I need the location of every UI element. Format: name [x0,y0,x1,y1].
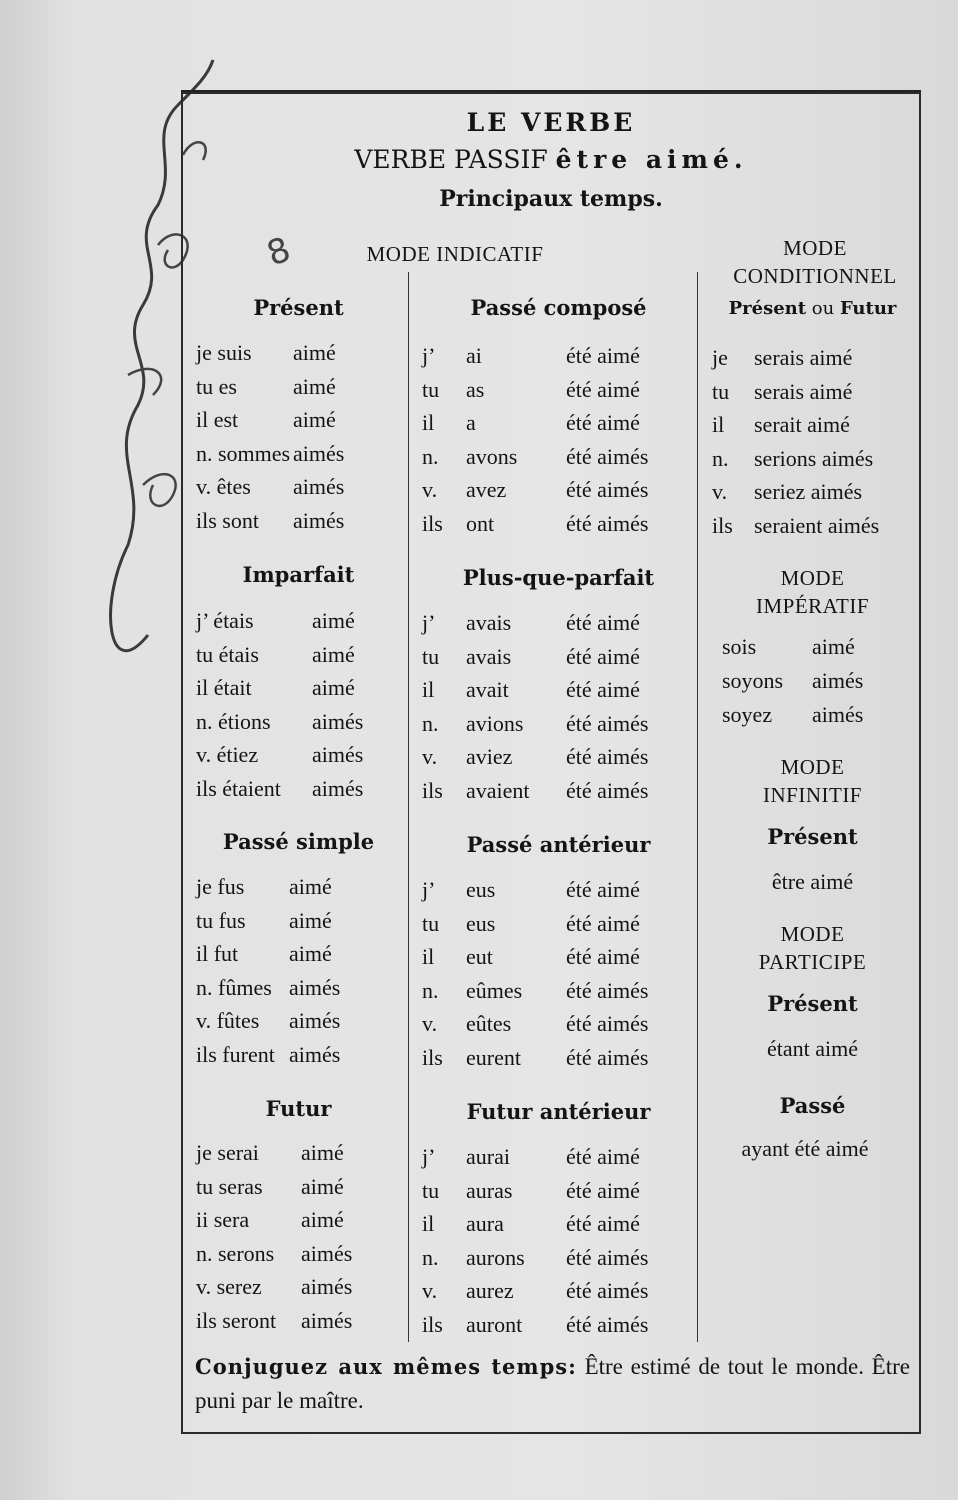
passe-anterieur-rows [422,873,692,1074]
mode-participe-line2: PARTICIPE [758,950,867,974]
participle: aimés [289,974,341,1000]
verb-form: ii sera [196,1207,250,1232]
past-participle: été aimés [566,477,649,502]
participle: aimés [289,1041,341,1067]
participle: aimé [312,675,355,700]
participle: aimés [312,742,364,767]
page-title: LE VERBE [466,108,636,137]
exercise-instruction: Conjuguez aux mêmes temps: [195,1354,577,1379]
conjugation-row [422,774,692,808]
conjugation-row [196,370,401,404]
conjugation-row [196,1170,401,1204]
past-participle: été aimés [566,710,649,736]
verb-form: v. étiez [196,742,259,767]
conjugation-row [196,504,401,538]
verb-form: il était [196,675,252,700]
tense-heading-passe-anterieur: Passé antérieur [466,832,651,857]
past-participle: été aimés [566,744,649,769]
conjugation-row [196,937,401,971]
auxiliary: avais [466,610,512,635]
conjugation-row [422,373,692,407]
participle: aimés [312,708,364,734]
conjugation-row [422,606,692,640]
plus-que-parfait-rows [422,606,692,807]
conjugation-row [422,673,692,707]
participle: aimés [289,1008,341,1033]
participle: aimé [289,941,332,966]
participle: aimés [312,775,364,801]
tense-heading-conditionnel [705,298,920,319]
participle: aimé [301,1140,344,1165]
participle: aimé [301,1207,344,1232]
past-participle: été aimé [566,1211,640,1236]
participle: aimé [293,340,336,365]
verb-form: serions aimés [754,445,874,471]
present-rows [196,336,401,537]
verb-form: je fus [196,874,245,899]
cond-ou: ou [806,298,840,319]
auxiliary: eurent [466,1044,521,1070]
conjugation-row [712,475,917,509]
subtitle [181,145,921,174]
verb-form: v. fûtes [196,1008,260,1033]
mode-conditionnel-line2: CONDITIONNEL [733,264,897,288]
conjugation-row [196,1038,401,1072]
past-participle: été aimés [566,777,649,803]
conjugation-row [712,375,917,409]
conjugation-row [196,403,401,437]
verb-form: ils furent [196,1041,275,1067]
past-participle: été aimé [566,343,640,368]
past-participle: été aimés [566,1011,649,1036]
pronoun: je [712,345,728,370]
futur-rows [196,1136,401,1337]
verb-form: ils étaient [196,775,281,801]
conjugation-row [196,638,401,672]
pronoun: tu [712,378,730,404]
imperatif-verb: soyez [722,702,773,727]
conjugation-row [196,870,401,904]
mode-infinitif-line2: INFINITIF [763,783,862,807]
conjugation-row [196,1304,401,1338]
tense-heading-passe-simple: Passé simple [222,829,375,854]
auxiliary: eûtes [466,1011,512,1036]
conjugation-row [196,1237,401,1271]
conjugation-row [196,772,401,806]
verb-form: serait aimé [754,412,850,437]
verb-form: je suis [196,340,252,365]
tense-heading-present: Présent [253,295,344,320]
pronoun: tu [422,1177,440,1203]
imperatif-verb: soyons [722,668,784,693]
participle: aimé [301,1173,344,1199]
futur-anterieur-rows [422,1140,692,1341]
exercise-text: Être estimé de tout le monde. Être puni par le maître. [195,1354,910,1413]
conjugation-row [422,974,692,1008]
conjugation-row [712,341,917,375]
pronoun: ils [422,777,443,803]
cond-futur: Futur [839,298,897,319]
participle: aimés [293,474,345,499]
pronoun: j’ [422,610,436,635]
past-participle: été aimé [566,910,640,936]
participe-present-value: étant aimé [766,1036,858,1061]
conditionnel-rows [712,341,917,542]
imperatif-participle: aimés [812,668,864,693]
past-participle: été aimés [566,510,649,536]
pronoun: il [712,412,725,437]
conjugation-row [712,442,917,476]
conjugation-row [196,604,401,638]
conjugation-row [196,1270,401,1304]
pronoun: v. [422,1011,438,1036]
verb-form: ils sont [196,507,259,533]
verb-form: tu fus [196,907,246,933]
verb-form: serais aimé [754,378,853,404]
participle: aimé [289,874,332,899]
verb-form: ils seront [196,1307,277,1333]
participle: aimés [301,1274,353,1299]
participe-passe-heading: Passé [779,1093,846,1118]
imperatif-participle: aimés [812,702,864,727]
auxiliary: avaient [466,777,530,803]
pronoun: v. [422,1278,438,1303]
pronoun: il [422,1211,435,1236]
auxiliary: avais [466,643,512,669]
auxiliary: a [466,410,476,435]
verb-form: il est [196,407,239,432]
conjugation-row [422,440,692,474]
pronoun: n. [422,443,439,469]
past-participle: été aimé [566,410,640,435]
pronoun: n. [422,1244,439,1270]
pronoun: tu [422,643,440,669]
passe-simple-rows [196,870,401,1071]
conjugation-row [422,406,692,440]
auxiliary: eus [466,910,496,936]
subtitle-prefix: VERBE PASSIF [354,145,548,174]
verb-form: j’ étais [196,608,254,633]
past-participle: été aimé [566,1177,640,1203]
cond-present: Présent [728,298,807,319]
auxiliary: eut [466,944,493,969]
participle: aimé [293,407,336,432]
auxiliary: avions [466,710,524,736]
auxiliary: aurons [466,1244,525,1270]
mode-imperatif-line1: MODE [780,566,845,590]
passe-compose-rows [422,339,692,540]
pronoun: j’ [422,343,436,368]
past-participle: été aimé [566,677,640,702]
tense-heading-plus-que-parfait: Plus-que-parfait [462,565,655,590]
tense-heading-passe-compose: Passé composé [470,295,647,320]
participe-passe-value: ayant été aimé [741,1136,869,1161]
verb-form: serais aimé [754,345,853,370]
verb-form: seraient aimés [754,512,880,538]
past-participle: été aimés [566,443,649,469]
pronoun: n. [422,977,439,1003]
past-participle: été aimé [566,376,640,402]
conjugation-row [196,1004,401,1038]
participle: aimé [312,608,355,633]
past-participle: été aimé [566,1144,640,1169]
pronoun: v. [422,744,438,769]
past-participle: été aimés [566,1311,649,1337]
past-participle: été aimé [566,610,640,635]
tense-heading-futur-anterieur: Futur antérieur [466,1099,651,1124]
participe-present-heading: Présent [767,991,858,1016]
margin-note: 8 [261,229,296,275]
verb-form: il fut [196,941,239,966]
participle: aimés [301,1307,353,1333]
auxiliary: eûmes [466,977,523,1003]
column-divider [697,272,698,1342]
participle: aimés [293,507,345,533]
verb-form: seriez aimés [754,479,863,504]
pronoun: n. [712,445,729,471]
conjugation-row [422,1241,692,1275]
conjugation-row [196,437,401,471]
verb-form: je serai [196,1140,259,1165]
conjugation-row [422,1274,692,1308]
past-participle: été aimés [566,1044,649,1070]
pronoun: il [422,410,435,435]
conjugation-row [196,971,401,1005]
past-participle: été aimé [566,643,640,669]
auxiliary: avons [466,443,518,469]
auxiliary: ai [466,343,482,368]
conjugation-row [422,1140,692,1174]
subtitle-verb: être aimé. [555,145,748,174]
conjugation-row [196,671,401,705]
participle: aimé [293,373,336,399]
imparfait-rows [196,604,401,805]
auxiliary: aura [466,1211,504,1236]
conjugation-row [196,336,401,370]
conjugation-row [196,1203,401,1237]
auxiliary: avait [466,677,509,702]
pronoun: ils [422,510,443,536]
mode-participe-line1: MODE [780,922,845,946]
participle: aimés [301,1240,353,1266]
auxiliary: ont [466,510,495,536]
pronoun: ils [712,512,733,538]
mode-infinitif-line1: MODE [780,755,845,779]
conjugation-row [422,1207,692,1241]
pronoun: n. [422,710,439,736]
participle: aimés [293,440,345,466]
pronoun: v. [422,477,438,502]
conjugation-row [712,408,917,442]
conjugation-row [422,940,692,974]
pronoun: j’ [422,877,436,902]
auxiliary: auront [466,1311,523,1337]
conjugation-row [422,1308,692,1342]
pronoun: tu [422,376,440,402]
column-divider [408,272,409,1342]
verb-form: n. serons [196,1240,275,1266]
verb-form: v. êtes [196,474,251,499]
imperatif-verb: sois [722,634,757,659]
auxiliary: avez [466,477,507,502]
auxiliary: eus [466,877,496,902]
tense-heading-futur: Futur [265,1096,332,1121]
mode-indicatif: MODE INDICATIF [366,242,544,266]
conjugation-row [196,1136,401,1170]
mode-conditionnel-line1: MODE [783,236,847,260]
conjugation-row [422,473,692,507]
section-heading: Principaux temps. [439,186,663,212]
pronoun: ils [422,1311,443,1337]
mode-imperatif-line2: IMPÉRATIF [755,594,870,618]
conjugation-row [422,640,692,674]
verb-form: n. étions [196,708,271,734]
conjugation-row [422,907,692,941]
auxiliary: aurai [466,1144,510,1169]
past-participle: été aimés [566,1244,649,1270]
conjugation-row [422,339,692,373]
tense-heading-imparfait: Imparfait [242,562,355,587]
participle: aimé [312,641,355,667]
infinitif-heading: Présent [767,824,858,849]
auxiliary: as [466,376,485,402]
pronoun: il [422,677,435,702]
verb-form: tu es [196,373,237,399]
past-participle: été aimé [566,944,640,969]
imperatif-participle: aimé [812,634,855,659]
pronoun: v. [712,479,728,504]
verb-form: tu étais [196,641,259,667]
conjugation-row [196,705,401,739]
verb-form: n. sommes [196,440,291,466]
conjugation-row [422,1007,692,1041]
conjugation-row [422,1041,692,1075]
past-participle: été aimés [566,1278,649,1303]
verb-form: tu seras [196,1173,263,1199]
auxiliary: aviez [466,744,513,769]
pronoun: il [422,944,435,969]
past-participle: été aimés [566,977,649,1003]
conjugation-row [422,873,692,907]
conjugation-row [196,470,401,504]
conjugation-row [196,904,401,938]
conjugation-row [422,1174,692,1208]
auxiliary: aurez [466,1278,514,1303]
past-participle: été aimé [566,877,640,902]
exercise-footer [195,1350,910,1418]
infinitif-value: être aimé [771,869,854,894]
auxiliary: auras [466,1177,513,1203]
pronoun: j’ [422,1144,436,1169]
conjugation-row [422,740,692,774]
conjugation-row [196,738,401,772]
conjugation-row [422,507,692,541]
conjugation-row [712,509,917,543]
pronoun: tu [422,910,440,936]
pronoun: ils [422,1044,443,1070]
verb-form: v. serez [196,1274,262,1299]
verb-form: n. fûmes [196,974,272,1000]
participle: aimé [289,907,332,933]
conjugation-row [422,707,692,741]
